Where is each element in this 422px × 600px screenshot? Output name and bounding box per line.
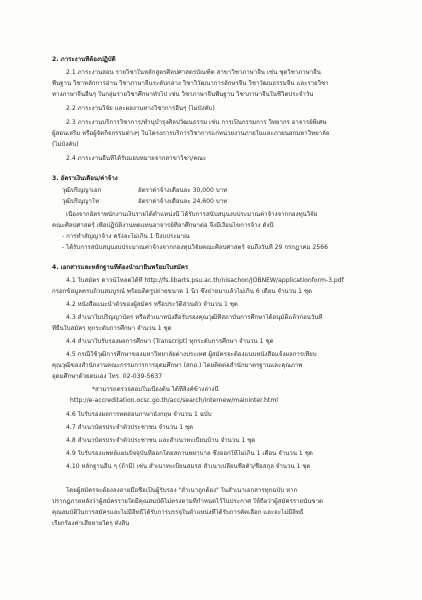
doc-item-line: 4.4 สำเนาใบรับรองผลการศึกษา (Transcript) ทุกระดับการศึกษา จำนวน 1 ชุด [66, 338, 274, 345]
doc-item-line: 4.6 ใบรับรองผลการทดสอบภาษาอังกฤษ จำนวน 1 ฉบับ [66, 411, 212, 418]
salary-note-line: เนื่องจากอัตราพนักงานเงินรายได้ตำแหน่งนี้ ได้รับการสนับสนุนงบประมาณค่าจ้างจากกองทุนวิจัย [66, 211, 318, 218]
doc-item-line: 4.2 หนังสือแนะนำตัวของผู้สมัคร หรือประวัติส่วนตัว จำนวน 1 ชุด [66, 301, 238, 308]
doc-item-line: คุณวุฒิของสำนักงานคณะกรรมการการอุดมศึกษา (สกอ.) โดยติดต่อสำนักมาตรฐานและคุณภาพ [52, 362, 303, 369]
doc-item-line: 4.3 สำเนาใบปริญญาบัตร หรือสำเนาหนังสือรับรองคุณวุฒิที่สถาบันการศึกษาได้อนุมัติแล้วก่อนวันที่ [66, 314, 323, 321]
doc-item-line: 4.1 ใบสมัคร ดาวน์โหลดได้ที่ http://fs.libarts.psu.ac.th/nisachon/JOBNEW/applicationform-3.pdf [66, 277, 344, 284]
closing-line: เรียกร้องค่าเสียหายใดๆ ทั้งสิ้น [52, 520, 130, 527]
section-2-title: 2. ภาระงานที่ต้องปฏิบัติ [52, 56, 116, 63]
section-2-3-line: (ไม่บังคับ) [52, 141, 79, 148]
section-2-3-line: ผู้สอนเสริม หรือผู้จัดกิจกรรมต่างๆ ในโครงการบริการวิชาการแก่หน่วยงานภายในและภายนอกมหาวิทยาลัย [52, 130, 330, 137]
closing-line: คุณสมบัติในการสมัครและไม่มีสิทธิ์ได้รับการบรรจุในตำแหน่งที่ได้รับการคัดเลือก และจะไม่มีสิทธิ์ [52, 509, 304, 516]
section-2-1-line: ทางภาษาจีนอื่นๆ ในกลุ่มรายวิชาศึกษาทั่วไป เช่น วิชาภาษาจีนพื้นฐาน วิชาภาษาจีนในชีวิตประจำวัน [52, 91, 314, 98]
section-2-2-line: 2.2 ภาระงานวิจัย และผลงานทางวิชาการอื่นๆ (ไม่บังคับ) [66, 105, 215, 112]
section-2-1-line: 2.1 ภาระงานสอน รายวิชาในหลักสูตรศิลปศาสตรบัณฑิต สาขาวิชาภาษาจีน เช่น ชุดวิชาภาษาจีน [66, 69, 321, 76]
doc-item-line: กรอกข้อมูลครบถ้วนสมบูรณ์ พร้อมติดรูปถ่ายขนาด 1 นิ้ว ซึ่งถ่ายมาแล้วไม่เกิน 6 เดือน จำนวน 1 ชุด [52, 288, 313, 295]
salary-note-line: - การทำสัญญาจ้าง ครั้งละไม่เกิน 1 ปีงบประมาณ [62, 233, 190, 240]
doc-item-line: อุดมศึกษาด้วยตนเอง โทร. 02-039-5637 [52, 373, 163, 380]
closing-line: โดยผู้สมัครจะต้องลงลายมือชื่อเป็นผู้รับรอง "สำเนาถูกต้อง" ในสำเนาเอกสารทุกฉบับ หาก [66, 487, 298, 494]
doc-item-line: 4.8 สำเนาบัตรประจำตัวประชาชน และสำเนาทะเบียนบ้าน จำนวน 1 ชุด [66, 437, 256, 444]
closing-line: ปรากฏภายหลังว่าผู้สมัครรายใดมีคุณสมบัติไม่ตรงตามที่กำหนดไว้ในประกาศ ให้ถือว่าผู้สมัครรายนั้นขาด [52, 498, 323, 505]
doc-item-line: *สามารถตรวจสอบในเบื้องต้น ได้ที่ลิงค์ข้างล่างนี้ [92, 386, 219, 393]
doc-item-line: 4.5 กรณีใช้วุฒิการศึกษาของมหาวิทยาลัยต่างประเทศ ผู้สมัครจะต้องแนบหนังสือแจ้งผลการเทียบ [66, 351, 317, 358]
section-3-title: 3. อัตราเงินเดือน/ค่าจ้าง [52, 175, 118, 182]
doc-item-line: ที่ยื่นใบสมัคร ทุกระดับการศึกษา จำนวน 1 ชุด [52, 325, 172, 332]
section-2-1-line: พื้นฐาน วิชาหลักการอ่าน วิชาภาษาจีนระดับกลาง วิชาวิวัฒนาการอักษรจีน วิชาวัฒนธรรมจีน และรายวิชา [52, 80, 329, 87]
section-2-3-line: 2.3 ภาระงานบริการวิชาการ/ทำนุบำรุงศิลปวัฒนธรรม เช่น การเป็นกรรมการ วิทยากร อาจารย์พิเศษ [66, 119, 327, 126]
salary-row-value: อัตราค่าจ้างเดือนละ 30,000 บาท [138, 187, 228, 194]
doc-item-line: 4.9 ใบรับรองแพทย์แผนปัจจุบันที่ออกโดยสถานพยาบาล ซึ่งออกให้ไม่เกิน 1 เดือน จำนวน 1 ชุด [66, 450, 313, 457]
salary-note-line: คณะศิลปศาสตร์ เพื่อปฏิบัติงานทดแทนอาจารย์ที่ลาศึกษาต่อ จึงมีเงื่อนไขการจ้าง ดังนี้ [52, 222, 274, 229]
section-2-4-line: 2.4 ภาระงานอื่นที่ได้รับมอบหมายจากสาขาวิชา/คณะ [66, 155, 207, 162]
salary-row-label: วุฒิปริญญาเอก [62, 187, 102, 194]
salary-row-label: วุฒิปริญญาโท [62, 198, 100, 205]
accreditation-link[interactable]: http://e-accreditation.ocsc.go.th/acc/search/internew/maininter.html [70, 397, 278, 404]
salary-row-value: อัตราค่าจ้างเดือนละ 24,600 บาท [138, 198, 228, 205]
doc-item-line: 4.10 หลักฐานอื่น ๆ (ถ้ามี) เช่น สำเนาทะเบียนสมรส สำเนาเปลี่ยนชื่อตัว/ชื่อสกุล จำนวน 1 ชุด [66, 463, 311, 470]
doc-item-line: 4.7 สำเนาบัตรประจำตัวประชาชน จำนวน 1 ชุด [66, 424, 194, 431]
salary-note-line: - ได้รับการสนับสนุนงบประมาณค่าจ้างจากกองทุนวิจัยคณะศิลปศาสตร์ จนถึงวันที่ 29 กรกฎาคม 2566 [62, 244, 329, 251]
section-4-title: 4. เอกสารและหลักฐานที่ต้องนำมายื่นพร้อมใบสมัคร [52, 264, 189, 271]
